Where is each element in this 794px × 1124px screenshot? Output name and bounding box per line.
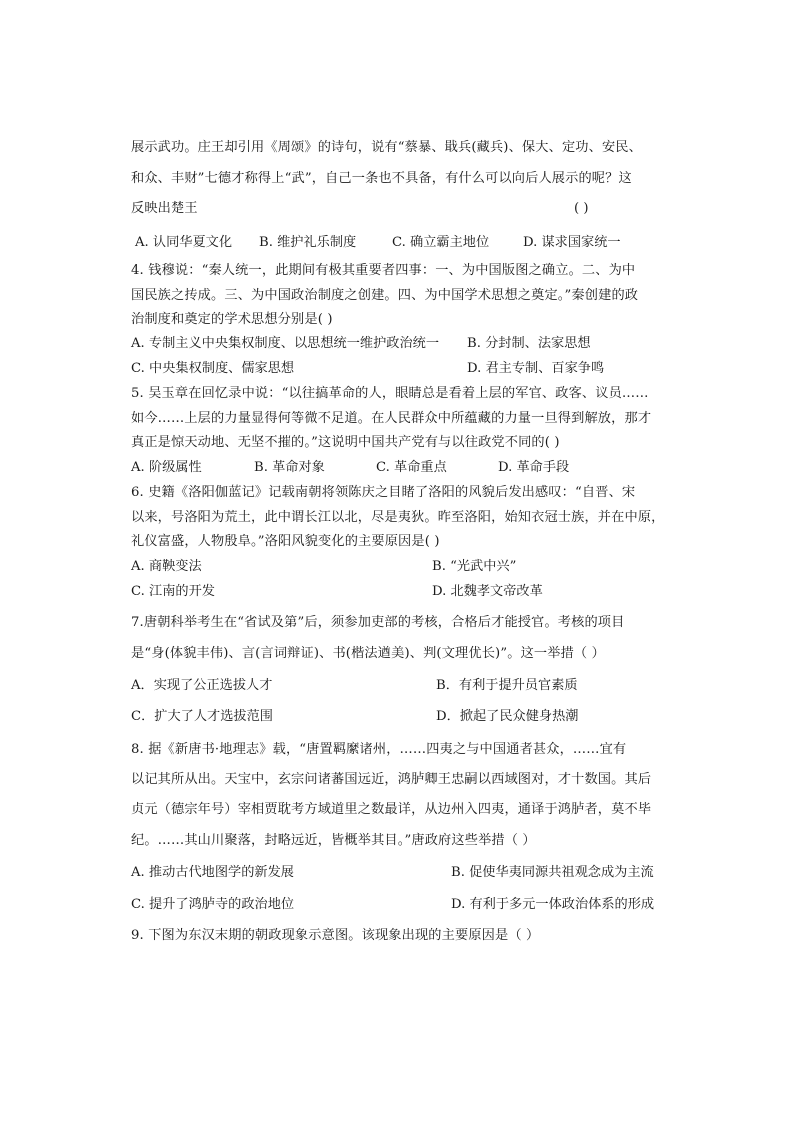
q4-option-c: C. 中央集权制度、儒家思想 xyxy=(131,361,295,376)
q5-line-2: 如今……上层的力量显得何等微不足道。在人民群众中所蕴藏的力量一旦得到解放，那才 xyxy=(131,411,652,426)
q5-option-a: A. 阶级属性 xyxy=(131,460,202,475)
q5-option-d: D. 革命手段 xyxy=(498,460,570,475)
q3-option-b: B. 维护礼乐制度 xyxy=(259,235,357,250)
q9-line-1: 9. 下图为东汉末期的朝政现象示意图。该现象出现的主要原因是（ ） xyxy=(131,928,540,943)
q6-option-d: D. 北魏孝文帝改革 xyxy=(432,584,543,599)
q4-line-3: 治制度和奠定的学术思想分别是( ) xyxy=(131,312,333,327)
q3-option-d: D. 谋求国家统一 xyxy=(523,235,621,250)
q6-option-a: A. 商鞅变法 xyxy=(131,559,202,574)
q8-option-d: D. 有利于多元一体政治体系的形成 xyxy=(451,897,655,912)
q4-option-d: D. 君主专制、百家争鸣 xyxy=(467,361,605,376)
q4-line-2: 国民族之抟成。三、为中国政治制度之创建。四、为中国学术思想之奠定。”秦创建的政 xyxy=(131,288,639,303)
q4-option-b: B. 分封制、法家思想 xyxy=(467,336,591,351)
q8-option-a: A. 推动古代地图学的新发展 xyxy=(131,865,294,880)
q6-option-c: C. 江南的开发 xyxy=(131,584,215,599)
q7-line-1: 7.唐朝科举考生在“省试及第”后，须参加吏部的考核，合格后才能授官。考核的项目 xyxy=(131,615,625,630)
q3-line-2: 和众、丰财”七德才称得上“武”，自己一条也不具备，有什么可以向后人展示的呢？这 xyxy=(131,171,632,186)
q8-option-c: C. 提升了鸿胪寺的政治地位 xyxy=(131,897,295,912)
q6-option-b: B. “光武中兴” xyxy=(432,559,517,574)
q8-line-2: 以记其所从出。天宝中，玄宗问诸蕃国远近，鸿胪卿王忠嗣以西域图对，才十数国。其后 xyxy=(131,772,652,787)
q6-line-3: 礼仪富盛，人物殷阜。”洛阳风貌变化的主要原因是( ) xyxy=(131,534,440,549)
q4-option-a: A. 专制主义中央集权制度、以思想统一维护政治统一 xyxy=(131,336,440,351)
q3-option-c: C. 确立霸主地位 xyxy=(392,235,490,250)
q3-line-1: 展示武功。庄王却引用《周颂》的诗句，说有“蔡暴、戢兵(藏兵)、保大、定功、安民、 xyxy=(131,140,642,155)
q8-line-1: 8. 据《新唐书·地理志》载，“唐置羁縻诸州，……四夷之与中国通者甚众，……宜有 xyxy=(131,742,627,757)
q6-line-1: 6. 史籍《洛阳伽蓝记》记载南朝将领陈庆之目睹了洛阳的风貌后发出感叹：“自晋、宋 xyxy=(131,485,636,500)
q5-line-1: 5. 吴玉章在回忆录中说：“以往搞革命的人，眼睛总是看着上层的军官、政客、议员…… xyxy=(131,386,649,401)
q7-option-d: D．掀起了民众健身热潮 xyxy=(436,709,579,724)
q4-line-1: 4. 钱穆说：“秦人统一，此期间有极其重要者四事：一、为中国版图之确立。二、为中 xyxy=(131,263,636,278)
q7-option-c: C．扩大了人才选拔范围 xyxy=(131,709,273,724)
q7-option-b: B．有利于提升员官素质 xyxy=(436,678,578,693)
q8-option-b: B. 促使华夷同源共祖观念成为主流 xyxy=(451,865,654,880)
q3-answer-bracket: ( ) xyxy=(574,201,589,216)
q3-line-3: 反映出楚王 xyxy=(131,201,198,216)
q5-option-c: C. 革命重点 xyxy=(376,460,447,475)
q6-line-2: 以来，号洛阳为荒土，此中谓长江以北，尽是夷狄。昨至洛阳，始知衣冠士族，并在中原， xyxy=(131,510,665,525)
q8-line-4: 纪。……其山川聚落，封略远近，皆概举其目。”唐政府这些举措（ ） xyxy=(131,833,536,848)
q3-option-a: A. 认同华夏文化 xyxy=(135,235,233,250)
q5-option-b: B. 革命对象 xyxy=(254,460,325,475)
q8-line-3: 贞元（德宗年号）宰相贾耽考方域道里之数最详，从边州入四夷，通译于鸿胪者，莫不毕 xyxy=(131,802,652,817)
q5-line-3: 真正是惊天动地、无坚不摧的。”这说明中国共产党有与以往政党不同的( ) xyxy=(131,435,560,450)
q7-line-2: 是“身(体貌丰伟)、言(言词辩证)、书(楷法遒美)、判(文理优长)”。这一举措（ ） xyxy=(131,646,605,661)
q7-option-a: A．实现了公正选拔人才 xyxy=(131,678,273,693)
